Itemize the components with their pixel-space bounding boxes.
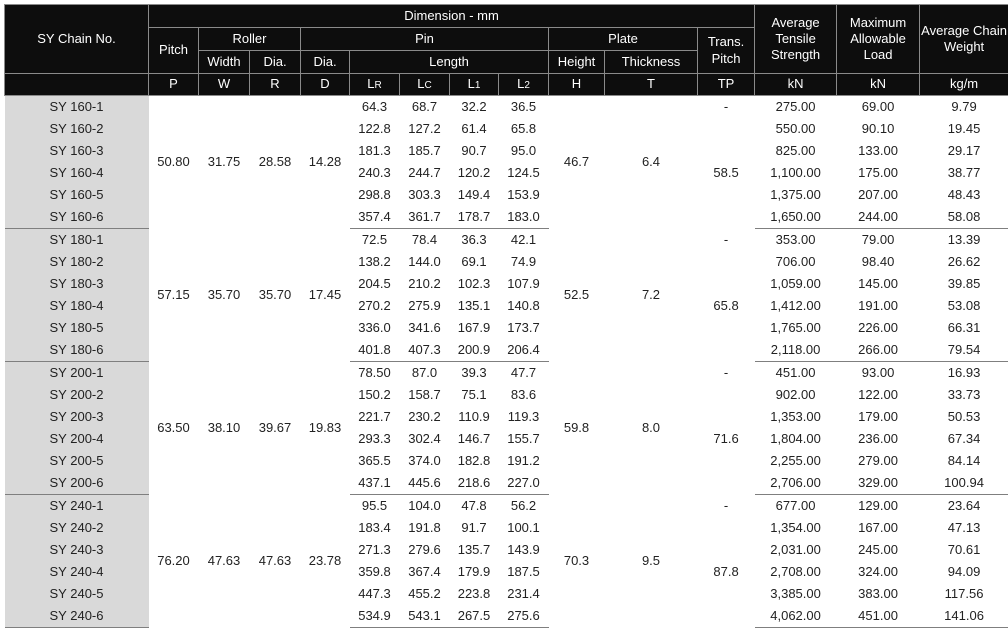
header-dimension: Dimension - mm (149, 5, 755, 28)
pin-lr-cell: 534.9 (350, 605, 400, 628)
weight-cell: 38.77 (920, 162, 1008, 184)
chain-no-cell: SY 240-6 (5, 605, 149, 628)
pin-lc-cell: 104.0 (400, 495, 450, 518)
pin-l1-cell: 179.9 (450, 561, 499, 583)
chain-no-cell: SY 240-1 (5, 495, 149, 518)
pin-lr-cell: 240.3 (350, 162, 400, 184)
pin-l1-cell: 182.8 (450, 450, 499, 472)
chain-no-cell: SY 200-3 (5, 406, 149, 428)
pin-l2-cell: 95.0 (499, 140, 549, 162)
tensile-cell: 1,100.00 (755, 162, 837, 184)
tensile-cell: 353.00 (755, 229, 837, 252)
chain-no-cell: SY 240-5 (5, 583, 149, 605)
pin-l2-cell: 107.9 (499, 273, 549, 295)
load-cell: 145.00 (837, 273, 920, 295)
pin-dia-cell: 14.28 (301, 96, 350, 229)
tensile-cell: 2,706.00 (755, 472, 837, 495)
unit-load: kN (837, 74, 920, 96)
pin-l2-cell: 191.2 (499, 450, 549, 472)
tensile-cell: 275.00 (755, 96, 837, 119)
header-pitch: Pitch (149, 28, 199, 74)
chain-no-cell: SY 240-2 (5, 517, 149, 539)
weight-cell: 53.08 (920, 295, 1008, 317)
header-pin: Pin (301, 28, 549, 51)
pin-l1-cell: 120.2 (450, 162, 499, 184)
chain-no-cell: SY 180-4 (5, 295, 149, 317)
plate-thickness-cell: 7.2 (605, 229, 698, 362)
pitch-cell: 63.50 (149, 362, 199, 495)
pin-l1-cell: 32.2 (450, 96, 499, 119)
tensile-cell: 451.00 (755, 362, 837, 385)
pin-l2-cell: 124.5 (499, 162, 549, 184)
roller-dia-cell: 28.58 (250, 96, 301, 229)
table-body (5, 96, 1008, 628)
load-cell: 329.00 (837, 472, 920, 495)
pin-lc-cell: 185.7 (400, 140, 450, 162)
pin-lr-cell: 122.8 (350, 118, 400, 140)
tensile-cell: 2,255.00 (755, 450, 837, 472)
header-trans-pitch: Trans. Pitch (698, 28, 755, 74)
pin-lr-cell: 401.8 (350, 339, 400, 362)
symbol-lc: LC (400, 74, 450, 96)
weight-cell: 19.45 (920, 118, 1008, 140)
header-avg-weight: Average Chain Weight (920, 5, 1008, 74)
pin-l1-cell: 135.1 (450, 295, 499, 317)
pin-l1-cell: 167.9 (450, 317, 499, 339)
symbol-r: R (250, 74, 301, 96)
pin-l2-cell: 36.5 (499, 96, 549, 119)
symbol-p: P (149, 74, 199, 96)
load-cell: 129.00 (837, 495, 920, 518)
pin-lr-cell: 95.5 (350, 495, 400, 518)
pin-lc-cell: 407.3 (400, 339, 450, 362)
load-cell: 167.00 (837, 517, 920, 539)
load-cell: 122.00 (837, 384, 920, 406)
weight-cell: 84.14 (920, 450, 1008, 472)
weight-cell: 9.79 (920, 96, 1008, 119)
pin-lc-cell: 210.2 (400, 273, 450, 295)
pin-l1-cell: 90.7 (450, 140, 499, 162)
pin-dia-cell: 19.83 (301, 362, 350, 495)
pin-l2-cell: 227.0 (499, 472, 549, 495)
pin-l2-cell: 231.4 (499, 583, 549, 605)
weight-cell: 66.31 (920, 317, 1008, 339)
load-cell: 191.00 (837, 295, 920, 317)
load-cell: 226.00 (837, 317, 920, 339)
table-row (5, 96, 1008, 119)
table-row (5, 362, 1008, 385)
pin-lc-cell: 445.6 (400, 472, 450, 495)
weight-cell: 141.06 (920, 605, 1008, 628)
tensile-cell: 550.00 (755, 118, 837, 140)
load-cell: 451.00 (837, 605, 920, 628)
symbol-h: H (549, 74, 605, 96)
roller-dia-cell: 47.63 (250, 495, 301, 628)
load-cell: 244.00 (837, 206, 920, 229)
pin-l1-cell: 75.1 (450, 384, 499, 406)
header-max-load: Maximum Allowable Load (837, 5, 920, 74)
pin-l1-cell: 223.8 (450, 583, 499, 605)
pin-lc-cell: 367.4 (400, 561, 450, 583)
pin-l1-cell: 91.7 (450, 517, 499, 539)
pin-lc-cell: 68.7 (400, 96, 450, 119)
pin-lc-cell: 191.8 (400, 517, 450, 539)
pin-l2-cell: 119.3 (499, 406, 549, 428)
pin-lr-cell: 293.3 (350, 428, 400, 450)
pin-lr-cell: 336.0 (350, 317, 400, 339)
tensile-cell: 677.00 (755, 495, 837, 518)
pin-l1-cell: 135.7 (450, 539, 499, 561)
pin-l1-cell: 110.9 (450, 406, 499, 428)
header-roller-width: Width (199, 51, 250, 74)
trans-pitch-cell: - (698, 495, 755, 518)
load-cell: 207.00 (837, 184, 920, 206)
load-cell: 236.00 (837, 428, 920, 450)
pin-lc-cell: 361.7 (400, 206, 450, 229)
pin-l1-cell: 267.5 (450, 605, 499, 628)
header-blank (5, 74, 149, 96)
pin-l1-cell: 149.4 (450, 184, 499, 206)
chain-no-cell: SY 160-1 (5, 96, 149, 119)
chain-no-cell: SY 160-4 (5, 162, 149, 184)
trans-pitch-cell: - (698, 96, 755, 119)
symbol-d: D (301, 74, 350, 96)
header-chain-no: SY Chain No. (5, 5, 149, 74)
tensile-cell: 2,031.00 (755, 539, 837, 561)
tensile-cell: 2,708.00 (755, 561, 837, 583)
trans-pitch-cell: 58.5 (698, 118, 755, 229)
header-pin-length: Length (350, 51, 549, 74)
pin-l1-cell: 69.1 (450, 251, 499, 273)
unit-weight: kg/m (920, 74, 1008, 96)
tensile-cell: 1,059.00 (755, 273, 837, 295)
symbol-tp: TP (698, 74, 755, 96)
tensile-cell: 902.00 (755, 384, 837, 406)
pin-l2-cell: 187.5 (499, 561, 549, 583)
plate-thickness-cell: 6.4 (605, 96, 698, 229)
pitch-cell: 76.20 (149, 495, 199, 628)
pin-lr-cell: 365.5 (350, 450, 400, 472)
weight-cell: 23.64 (920, 495, 1008, 518)
header-pin-dia: Dia. (301, 51, 350, 74)
weight-cell: 58.08 (920, 206, 1008, 229)
chain-no-cell: SY 180-1 (5, 229, 149, 252)
pitch-cell: 57.15 (149, 229, 199, 362)
pin-l2-cell: 143.9 (499, 539, 549, 561)
pin-l2-cell: 83.6 (499, 384, 549, 406)
pin-lc-cell: 244.7 (400, 162, 450, 184)
plate-height-cell: 52.5 (549, 229, 605, 362)
pin-l2-cell: 183.0 (499, 206, 549, 229)
weight-cell: 29.17 (920, 140, 1008, 162)
pin-l2-cell: 206.4 (499, 339, 549, 362)
pin-l1-cell: 39.3 (450, 362, 499, 385)
trans-pitch-cell: 71.6 (698, 384, 755, 495)
chain-no-cell: SY 180-2 (5, 251, 149, 273)
roller-width-cell: 31.75 (199, 96, 250, 229)
chain-no-cell: SY 240-3 (5, 539, 149, 561)
pin-lr-cell: 270.2 (350, 295, 400, 317)
pin-lr-cell: 204.5 (350, 273, 400, 295)
trans-pitch-cell: - (698, 229, 755, 252)
header-plate: Plate (549, 28, 698, 51)
pin-l2-cell: 153.9 (499, 184, 549, 206)
load-cell: 79.00 (837, 229, 920, 252)
pin-lc-cell: 279.6 (400, 539, 450, 561)
pin-lc-cell: 144.0 (400, 251, 450, 273)
load-cell: 133.00 (837, 140, 920, 162)
pin-lr-cell: 221.7 (350, 406, 400, 428)
weight-cell: 79.54 (920, 339, 1008, 362)
trans-pitch-cell: 87.8 (698, 517, 755, 628)
pin-l1-cell: 178.7 (450, 206, 499, 229)
weight-cell: 70.61 (920, 539, 1008, 561)
pin-lc-cell: 230.2 (400, 406, 450, 428)
weight-cell: 117.56 (920, 583, 1008, 605)
weight-cell: 33.73 (920, 384, 1008, 406)
load-cell: 383.00 (837, 583, 920, 605)
pin-l2-cell: 56.2 (499, 495, 549, 518)
pin-lc-cell: 303.3 (400, 184, 450, 206)
weight-cell: 13.39 (920, 229, 1008, 252)
plate-thickness-cell: 8.0 (605, 362, 698, 495)
load-cell: 69.00 (837, 96, 920, 119)
pin-lr-cell: 357.4 (350, 206, 400, 229)
roller-dia-cell: 39.67 (250, 362, 301, 495)
roller-width-cell: 35.70 (199, 229, 250, 362)
tensile-cell: 2,118.00 (755, 339, 837, 362)
chain-no-cell: SY 180-3 (5, 273, 149, 295)
load-cell: 175.00 (837, 162, 920, 184)
tensile-cell: 3,385.00 (755, 583, 837, 605)
chain-spec-table (4, 4, 1008, 628)
weight-cell: 50.53 (920, 406, 1008, 428)
chain-no-cell: SY 200-2 (5, 384, 149, 406)
symbol-lr: LR (350, 74, 400, 96)
weight-cell: 67.34 (920, 428, 1008, 450)
pin-l2-cell: 74.9 (499, 251, 549, 273)
load-cell: 98.40 (837, 251, 920, 273)
pin-lr-cell: 183.4 (350, 517, 400, 539)
table-row (5, 229, 1008, 252)
pin-lr-cell: 138.2 (350, 251, 400, 273)
load-cell: 324.00 (837, 561, 920, 583)
tensile-cell: 1,804.00 (755, 428, 837, 450)
chain-no-cell: SY 240-4 (5, 561, 149, 583)
pin-dia-cell: 23.78 (301, 495, 350, 628)
pin-l2-cell: 42.1 (499, 229, 549, 252)
header-roller-dia: Dia. (250, 51, 301, 74)
pin-lr-cell: 298.8 (350, 184, 400, 206)
tensile-cell: 1,650.00 (755, 206, 837, 229)
pin-lr-cell: 150.2 (350, 384, 400, 406)
pin-l1-cell: 200.9 (450, 339, 499, 362)
chain-no-cell: SY 200-4 (5, 428, 149, 450)
pin-lc-cell: 341.6 (400, 317, 450, 339)
weight-cell: 48.43 (920, 184, 1008, 206)
chain-no-cell: SY 180-6 (5, 339, 149, 362)
pin-l2-cell: 47.7 (499, 362, 549, 385)
trans-pitch-cell: - (698, 362, 755, 385)
header-roller: Roller (199, 28, 301, 51)
roller-width-cell: 47.63 (199, 495, 250, 628)
pin-l2-cell: 65.8 (499, 118, 549, 140)
load-cell: 179.00 (837, 406, 920, 428)
tensile-cell: 1,354.00 (755, 517, 837, 539)
pin-l1-cell: 47.8 (450, 495, 499, 518)
pin-lc-cell: 302.4 (400, 428, 450, 450)
pin-lr-cell: 78.50 (350, 362, 400, 385)
chain-no-cell: SY 160-6 (5, 206, 149, 229)
symbol-w: W (199, 74, 250, 96)
load-cell: 90.10 (837, 118, 920, 140)
pin-lc-cell: 127.2 (400, 118, 450, 140)
plate-height-cell: 70.3 (549, 495, 605, 628)
tensile-cell: 4,062.00 (755, 605, 837, 628)
tensile-cell: 1,353.00 (755, 406, 837, 428)
weight-cell: 16.93 (920, 362, 1008, 385)
pin-lr-cell: 271.3 (350, 539, 400, 561)
pin-l1-cell: 102.3 (450, 273, 499, 295)
weight-cell: 26.62 (920, 251, 1008, 273)
header-plate-thickness: Thickness (605, 51, 698, 74)
pin-lc-cell: 275.9 (400, 295, 450, 317)
plate-thickness-cell: 9.5 (605, 495, 698, 628)
pin-dia-cell: 17.45 (301, 229, 350, 362)
pitch-cell: 50.80 (149, 96, 199, 229)
plate-height-cell: 59.8 (549, 362, 605, 495)
load-cell: 266.00 (837, 339, 920, 362)
roller-width-cell: 38.10 (199, 362, 250, 495)
weight-cell: 94.09 (920, 561, 1008, 583)
pin-lc-cell: 158.7 (400, 384, 450, 406)
weight-cell: 100.94 (920, 472, 1008, 495)
chain-no-cell: SY 200-1 (5, 362, 149, 385)
chain-no-cell: SY 160-2 (5, 118, 149, 140)
chain-no-cell: SY 180-5 (5, 317, 149, 339)
pin-lr-cell: 181.3 (350, 140, 400, 162)
header-plate-height: Height (549, 51, 605, 74)
load-cell: 245.00 (837, 539, 920, 561)
pin-lr-cell: 72.5 (350, 229, 400, 252)
chain-no-cell: SY 200-6 (5, 472, 149, 495)
pin-lc-cell: 543.1 (400, 605, 450, 628)
load-cell: 279.00 (837, 450, 920, 472)
chain-no-cell: SY 200-5 (5, 450, 149, 472)
trans-pitch-cell: 65.8 (698, 251, 755, 362)
pin-lr-cell: 64.3 (350, 96, 400, 119)
symbol-t: T (605, 74, 698, 96)
pin-l2-cell: 100.1 (499, 517, 549, 539)
pin-lc-cell: 78.4 (400, 229, 450, 252)
table-row (5, 495, 1008, 518)
roller-dia-cell: 35.70 (250, 229, 301, 362)
plate-height-cell: 46.7 (549, 96, 605, 229)
weight-cell: 39.85 (920, 273, 1008, 295)
load-cell: 93.00 (837, 362, 920, 385)
symbol-l2: L2 (499, 74, 549, 96)
pin-l1-cell: 36.3 (450, 229, 499, 252)
pin-l1-cell: 61.4 (450, 118, 499, 140)
tensile-cell: 1,412.00 (755, 295, 837, 317)
tensile-cell: 1,765.00 (755, 317, 837, 339)
chain-no-cell: SY 160-5 (5, 184, 149, 206)
tensile-cell: 825.00 (755, 140, 837, 162)
tensile-cell: 1,375.00 (755, 184, 837, 206)
pin-lc-cell: 87.0 (400, 362, 450, 385)
pin-l2-cell: 173.7 (499, 317, 549, 339)
chain-no-cell: SY 160-3 (5, 140, 149, 162)
weight-cell: 47.13 (920, 517, 1008, 539)
symbol-l1: L1 (450, 74, 499, 96)
pin-l2-cell: 140.8 (499, 295, 549, 317)
pin-lr-cell: 447.3 (350, 583, 400, 605)
pin-l2-cell: 155.7 (499, 428, 549, 450)
pin-l2-cell: 275.6 (499, 605, 549, 628)
unit-tensile: kN (755, 74, 837, 96)
pin-lc-cell: 455.2 (400, 583, 450, 605)
pin-lc-cell: 374.0 (400, 450, 450, 472)
header-avg-tensile: Average Tensile Strength (755, 5, 837, 74)
pin-lr-cell: 437.1 (350, 472, 400, 495)
pin-l1-cell: 218.6 (450, 472, 499, 495)
tensile-cell: 706.00 (755, 251, 837, 273)
pin-l1-cell: 146.7 (450, 428, 499, 450)
pin-lr-cell: 359.8 (350, 561, 400, 583)
